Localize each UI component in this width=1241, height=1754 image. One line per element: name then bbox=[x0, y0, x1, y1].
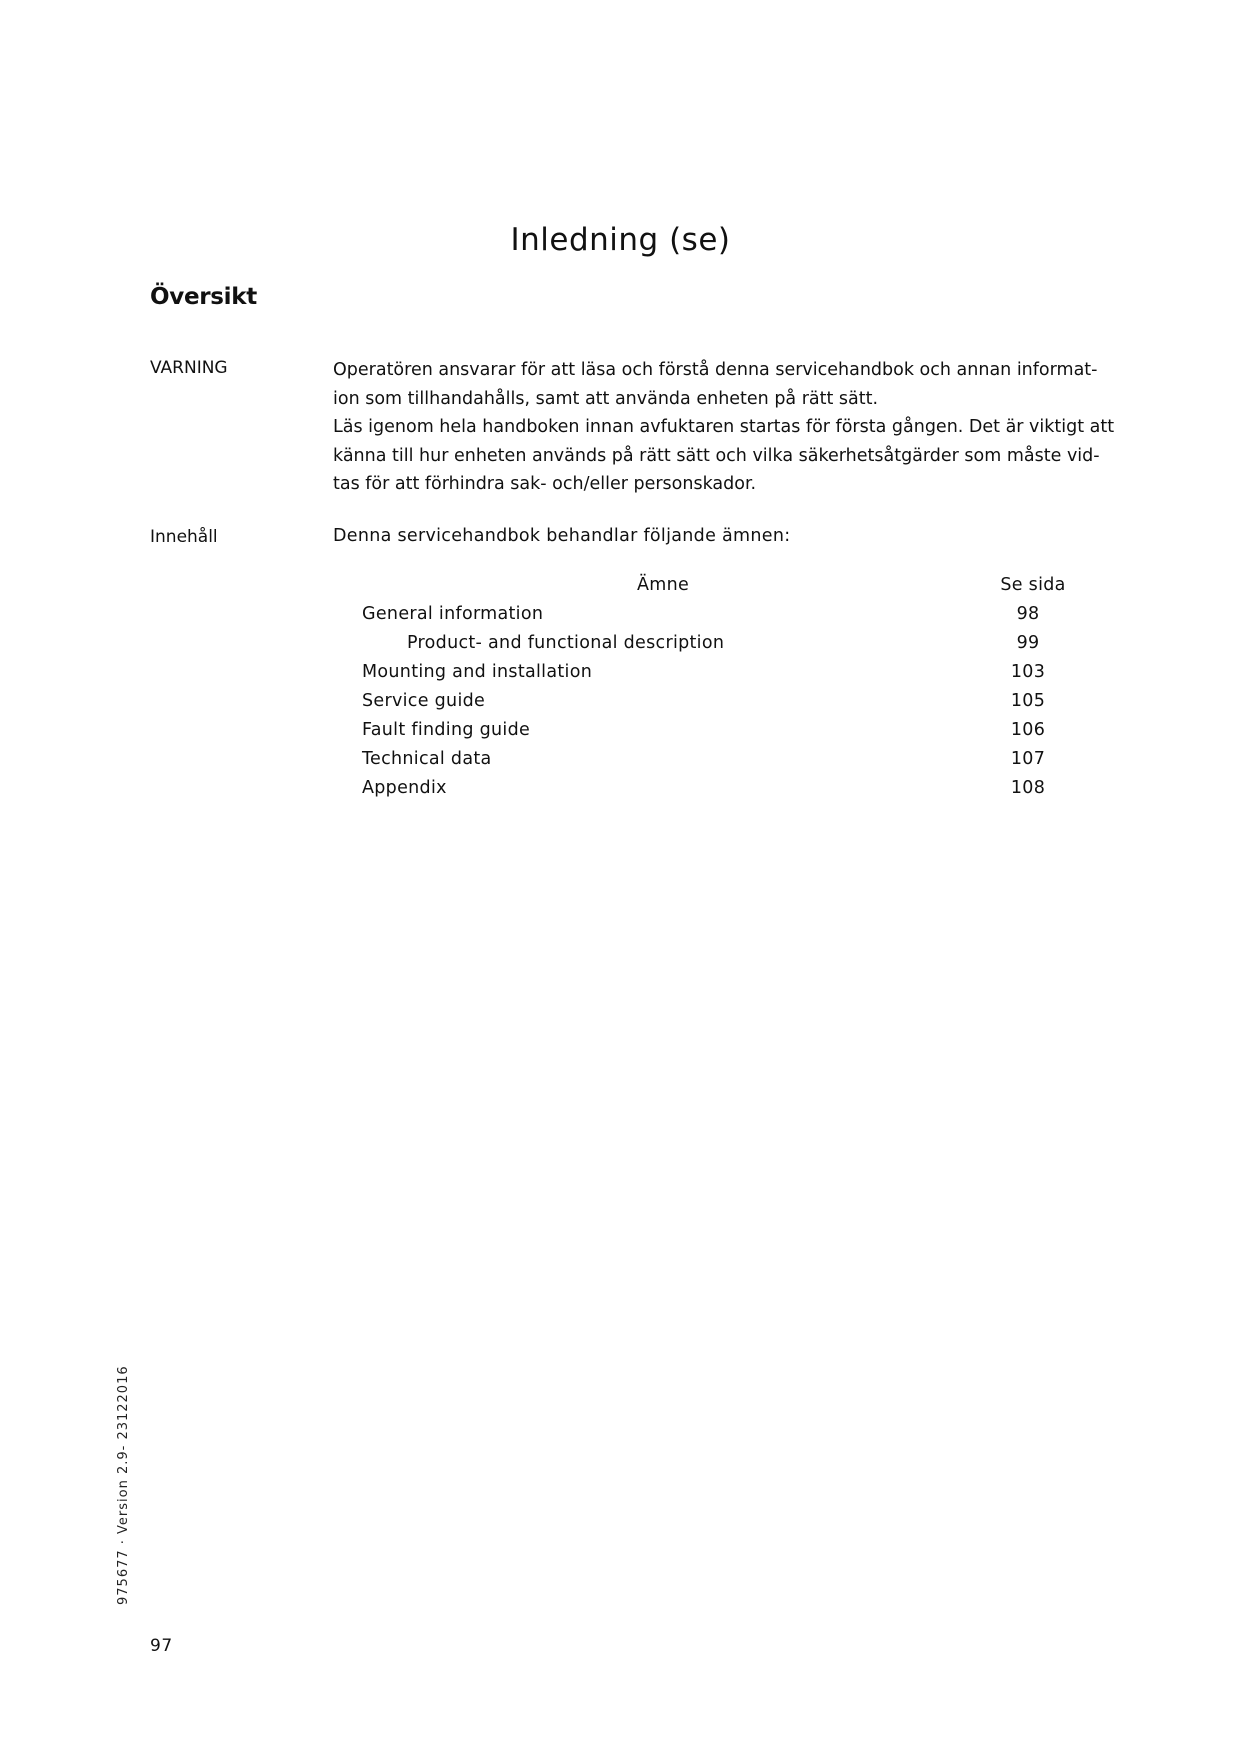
toc-topic: Product- and functional description bbox=[407, 632, 725, 653]
toc-header-row bbox=[333, 570, 1093, 599]
table-row bbox=[333, 686, 1093, 715]
toc-page: 108 bbox=[1010, 777, 1046, 798]
toc-topic: Technical data bbox=[362, 748, 492, 769]
section-title: Översikt bbox=[150, 284, 257, 310]
toc-topic: Appendix bbox=[362, 777, 447, 798]
toc-topic: Fault finding guide bbox=[362, 719, 531, 740]
contents-label: Innehåll bbox=[150, 527, 218, 547]
warning-line: ion som tillhandahålls, samt att använda enheten på rätt sätt. bbox=[333, 388, 879, 409]
toc-page: 98 bbox=[1016, 603, 1040, 624]
toc-topic: Mounting and installation bbox=[362, 661, 593, 682]
table-row bbox=[333, 657, 1093, 686]
toc-header-topic: Ämne bbox=[636, 574, 690, 595]
table-of-contents bbox=[333, 570, 1093, 802]
warning-label: VARNING bbox=[150, 358, 228, 378]
toc-page: 107 bbox=[1010, 748, 1046, 769]
warning-line: känna till hur enheten används på rätt sätt och vilka säkerhetsåtgärder som måste vid- bbox=[333, 445, 1100, 466]
version-note: 975677 · Version 2.9- 23122016 bbox=[116, 1365, 131, 1605]
toc-topic: General information bbox=[362, 603, 544, 624]
table-row bbox=[333, 715, 1093, 744]
page-number: 97 bbox=[150, 1636, 173, 1656]
table-row bbox=[333, 599, 1093, 628]
warning-line: Läs igenom hela handboken innan avfuktaren startas för första gången. Det är viktigt att bbox=[333, 417, 1115, 437]
page-title: Inledning (se) bbox=[510, 222, 731, 258]
toc-page: 99 bbox=[1016, 632, 1040, 653]
toc-header-page: Se sida bbox=[1000, 574, 1066, 595]
toc-page: 106 bbox=[1010, 719, 1046, 740]
contents-intro: Denna servicehandbok behandlar följande ämnen: bbox=[333, 526, 791, 546]
toc-page: 105 bbox=[1010, 690, 1046, 711]
toc-topic: Service guide bbox=[362, 690, 486, 711]
warning-line: Operatören ansvarar för att läsa och förstå denna servicehandbok och annan informat- bbox=[333, 360, 1098, 380]
warning-text bbox=[333, 356, 1123, 499]
table-row bbox=[333, 744, 1093, 773]
warning-line: tas för att förhindra sak- och/eller personskador. bbox=[333, 474, 757, 494]
toc-page: 103 bbox=[1010, 661, 1046, 682]
table-row bbox=[333, 628, 1093, 657]
table-row bbox=[333, 773, 1093, 802]
